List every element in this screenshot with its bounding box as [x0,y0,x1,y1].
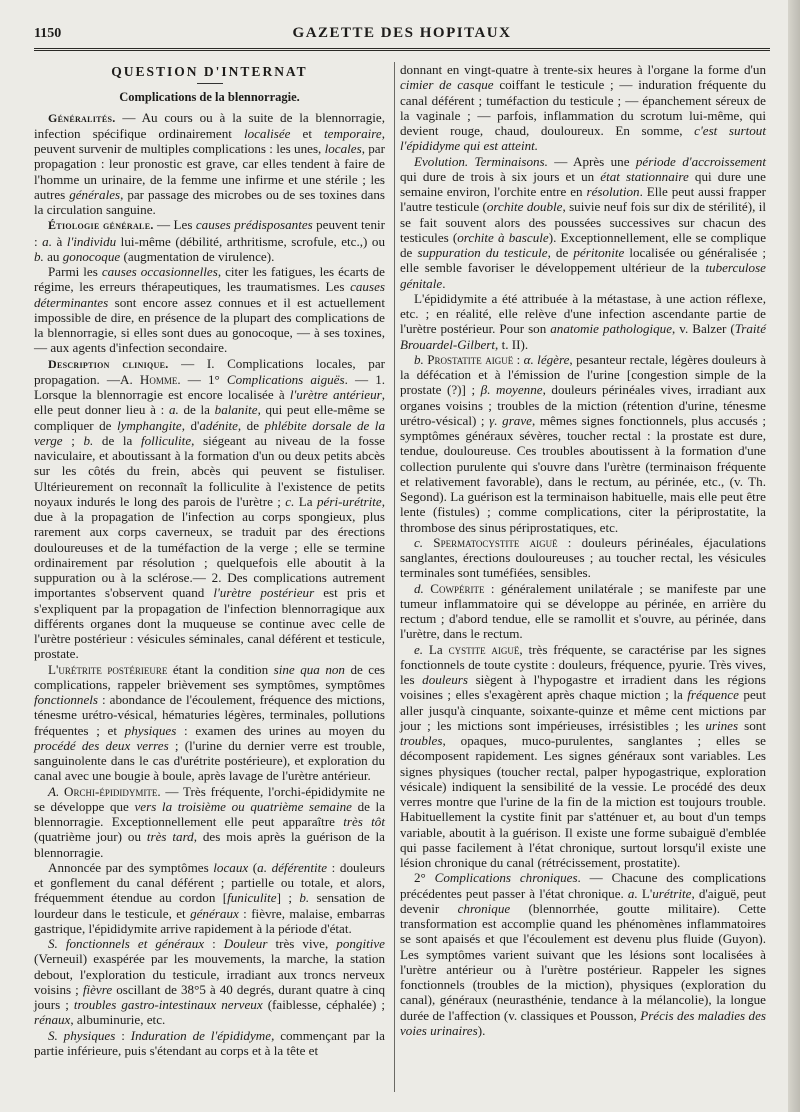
page-header [34,22,770,51]
article-title: QUESTION D'INTERNAT [111,64,308,79]
paragraph: e. La cystite aiguë, très fréquente, se caractérise par les signes fonctionnels de toute cystite : douleurs, fréquence, pyurie. Très vives, les douleurs siègent à l'hypogastre et irradient dans les régions voisines ; elles s'exagèrent après chaque miction ; la fréquence peut aller jusqu'à cinquante, soixante-quinze et même cent mictions par jour ; les mictions sont impérieuses, irrésistibles ; les urines sont troubles, opaques, muco-purulentes, sanglantes ; elles se décomposent rapidement. Les signes généraux sont variables. Les signes physiques (toucher rectal, palper hypogastrique, exploration vésicale) indiquent la sensibilité de la vessie. Le procédé des deux verres montre que l'urine de la fin de la miction est toujours trouble. Habituellement la cystite finit par s'atténuer et, au bout d'un temps variable, aboutit à la guérison. Il existe une forme subaiguë d'emblée qui passe facilement à l'état chronique, surtout lorsqu'il existe une lésion chronique du canal (rétrécissement, prostatite). [400,641,767,870]
paragraph: c. Spermatocystite aiguë : douleurs périnéales, éjaculations sanglantes, érections douloureuses ; au toucher rectal, les vésicules terminales sont tuméfiées, sensibles. [400,534,766,581]
paragraph: Étiologie générale. — Les causes prédisposantes peuvent tenir : a. à l'individu lui-même (débilité, arthritisme, scrofule, etc.,) ou b. au gonocoque (augmentation de virulence). [34,217,385,264]
right-paragraphs [400,62,766,1038]
page-edge [788,0,800,1112]
paragraph: Evolution. Terminaisons. — Après une période d'accroissement qui dure de trois à six jours et un état stationnaire qui dure une semaine environ, l'orchite entre en résolution. Elle peut aussi frapper l'autre testicule (orchite double, suivie neuf fois sur dix de stérilité), il se fait souvent alors des poussées successives sur chacun des testicules (orchite à bascule). Exceptionnellement, elle se complique de suppuration du testicule, de péritonite localisée ou généralisée ; elle semble favoriser le développement ultérieur de la tuberculose génitale. [400,153,767,291]
paragraph: Description clinique. — I. Complications locales, par propagation. —A. Homme. — 1° Complications aiguës. — 1. Lorsque la blennorragie est encore localisée à l'urètre antérieur, elle peut donner lieu à : a. de la balanite, qui peut elle-même se compliquer de lymphangite, d'adénite, de phlébite dorsale de la verge ; b. de la folliculite, siégeant au niveau de la fosse naviculaire, et aboutissant à la formation d'un ou deux petits abcès sur les côtés du frein, abcès qui peuvent se fistuliser. Ultérieurement on reconnaît la folliculite à l'existence de petits noyaux indurés le long des parois de l'urètre ; c. La péri-urétrite, due à la propagation de l'infection au corps spongieux, plus rarement aux corps caverneux, se traduit par des érections douloureuses et de la tuméfaction de la verge ; elle se termine ordinairement par résolution ; quelquefois elle aboutit à la suppuration ou à la sclérose.— 2. Des complications autrement importantes s'observent quand l'urètre postérieur est pris et s'expliquent par la propagation de l'infection blennorragique aux différents organes dont la muqueuse se continue avec celle de l'urètre postérieur : vésicules séminales, canal déférent et testicule, prostate. [34,355,386,662]
paragraph: donnant en vingt-quatre à trente-six heures à l'organe la forme d'un cimier de casque coiffant le testicule ; — induration fréquente du canal déférent ; tuméfaction du testicule ; — épanchement séreux de la vaginale ; — parfois, inflammation du scrotum lui-même, qui devient rouge, chaud, douloureux. En somme, c'est surtout l'épididyme qui est atteint. [400,62,766,154]
paragraph: 2° Complications chroniques. — Chacune des complications précédentes peut passer à l'état chronique. a. L'urétrite, d'aiguë, peut devenir chronique (blennorrhée, goutte militaire). Cette transformation est accomplie quand les phénomènes inflammatoires se sont apaisés et que l'écoulement est devenu plus fluide (Guyon). Les symptômes varient suivant que les lésions sont localisées à l'urètre antérieur ou à l'urètre postérieur. Rappeler les signes fonctionnels (troubles de la miction), physiques (exploration du canal), généraux (neurasthénie, tendance à la mélancolie), la longue durée de l'affection (v. classiques et Pousson, Précis des maladies des voies urinaires). [400,870,766,1038]
left-paragraphs [34,110,385,1059]
right-column [400,62,766,1038]
paragraph: b. Prostatite aiguë : α. légère, pesanteur rectale, légères douleurs à la défécation et à l'émission de l'urine [congestion simple de la prostate (?)] ; β. moyenne, douleurs périnéales vives, irradiant aux organes voisins ; troubles de la miction (rétention d'urine, ténesme urétro-vésical) ; γ. grave, mêmes signes fonctionnels, plus accusés ; symptômes généraux sévères, toucher rectal : la prostate est dure, tendue, douloureuse. Ces troubles aboutissent à la formation d'une collection purulente qui s'ouvre dans l'urètre (terminaison fréquente et relativement favorable), dans le rectum, au périnée, etc., (v. Th. Segond). La guérison est la terminaison habituelle, mais elle peut être lente (fistules) ; comme complications, citer la périprostatite, la thrombose des sinus périprostatiques, etc. [400,351,767,535]
paragraph: Parmi les causes occasionnelles, citer les fatigues, les écarts de régime, les erreurs thérapeutiques, les traumatismes. Les causes déterminantes sont encore assez connues et il est actuellement impossible de dire, en présence de la plupart des complications de la blennorragie, si elles sont dues au gonocoque, — à ses toxines, — aux agents d'infection secondaire. [34,264,385,356]
paragraph: Annoncée par des symptômes locaux (a. déférentite : douleurs et gonflement du canal déférent ; partielle ou totale, et alors, fréquemment étendue au cordon [funiculite] ; b. sensation de lourdeur dans le testicule, et généraux : fièvre, malaise, embarras gastrique, l'épididymite arrive rapidement à la période d'état. [34,859,386,936]
paragraph: S. fonctionnels et généraux : Douleur très vive, pongitive (Verneuil) exaspérée par les mouvements, la marche, la station debout, l'exploration du testicule, irradiant aux troncs nerveux voisins ; fièvre oscillant de 38°5 à 40 degrés, durant quatre à cinq jours ; troubles gastro-intestinaux nerveux (faiblesse, céphalée) ; rénaux, albuminurie, etc. [34,936,385,1028]
paragraph: d. Cowpérite : généralement unilatérale ; se manifeste par une tumeur inflammatoire qui se développe au périnée, en arrière du rectum ; d'abord tendue, elle se ramollit et s'ouvre, au périnée, dans l'urètre, dans le rectum. [400,580,766,642]
journal-title: GAZETTE DES HOPITAUX [292,25,512,41]
page-number: 1150 [34,26,62,41]
title-dash [197,83,223,84]
paragraph: L'urétrite postérieure étant la condition sine qua non de ces complications, rappeler brièvement ses symptômes, symptômes fonctionnels : abondance de l'écoulement, fréquence des mictions, ténesme urétro-vésical, hématuries légères, terminales, pollutions fréquentes ; et physiques : examen des urines au moyen du procédé des deux verres ; (l'urine du dernier verre est trouble, sanguinolente dans le cas d'urétrite postérieure), et exploration du canal avec une bougie à boule, après lavage de l'urètre antérieur. [34,661,386,784]
column-divider [394,62,395,1092]
paragraph: L'épididymite a été attribuée à la métastase, à une action réflexe, etc. ; en réalité, elle relève d'une infection ascendante partie de l'urètre postérieur. Pour son anatomie pathologique, v. Balzer (Traité Brouardel-Gilbert, t. II). [400,290,767,352]
paragraph: Généralités. — Au cours ou à la suite de la blennorragie, infection spécifique ordinairement localisée et temporaire, peuvent survenir de multiples complications : les unes, locales, par propagation : leur pronostic est grave, car elles tendent à faire de l'homme un urinaire, de la femme une infirme et une stérile ; les autres générales, par passage des microbes ou de ses toxines dans la circulation sanguine. [34,109,386,217]
left-column [34,62,385,1058]
paragraph: S. physiques : Induration de l'épididyme, commençant par la partie inférieure, puis s'étendant au corps et à la tête et [34,1027,385,1058]
article-subtitle: Complications de la blennorragie. [119,90,300,105]
paragraph: A. Orchi-épididymite. — Très fréquente, l'orchi-épididymite ne se développe que vers la troisième ou quatrième semaine de la blennorragie. Exceptionnellement elle peut apparaître très tôt (quatrième jour) ou très tard, des mois après la guérison de la blennorragie. [34,783,386,860]
